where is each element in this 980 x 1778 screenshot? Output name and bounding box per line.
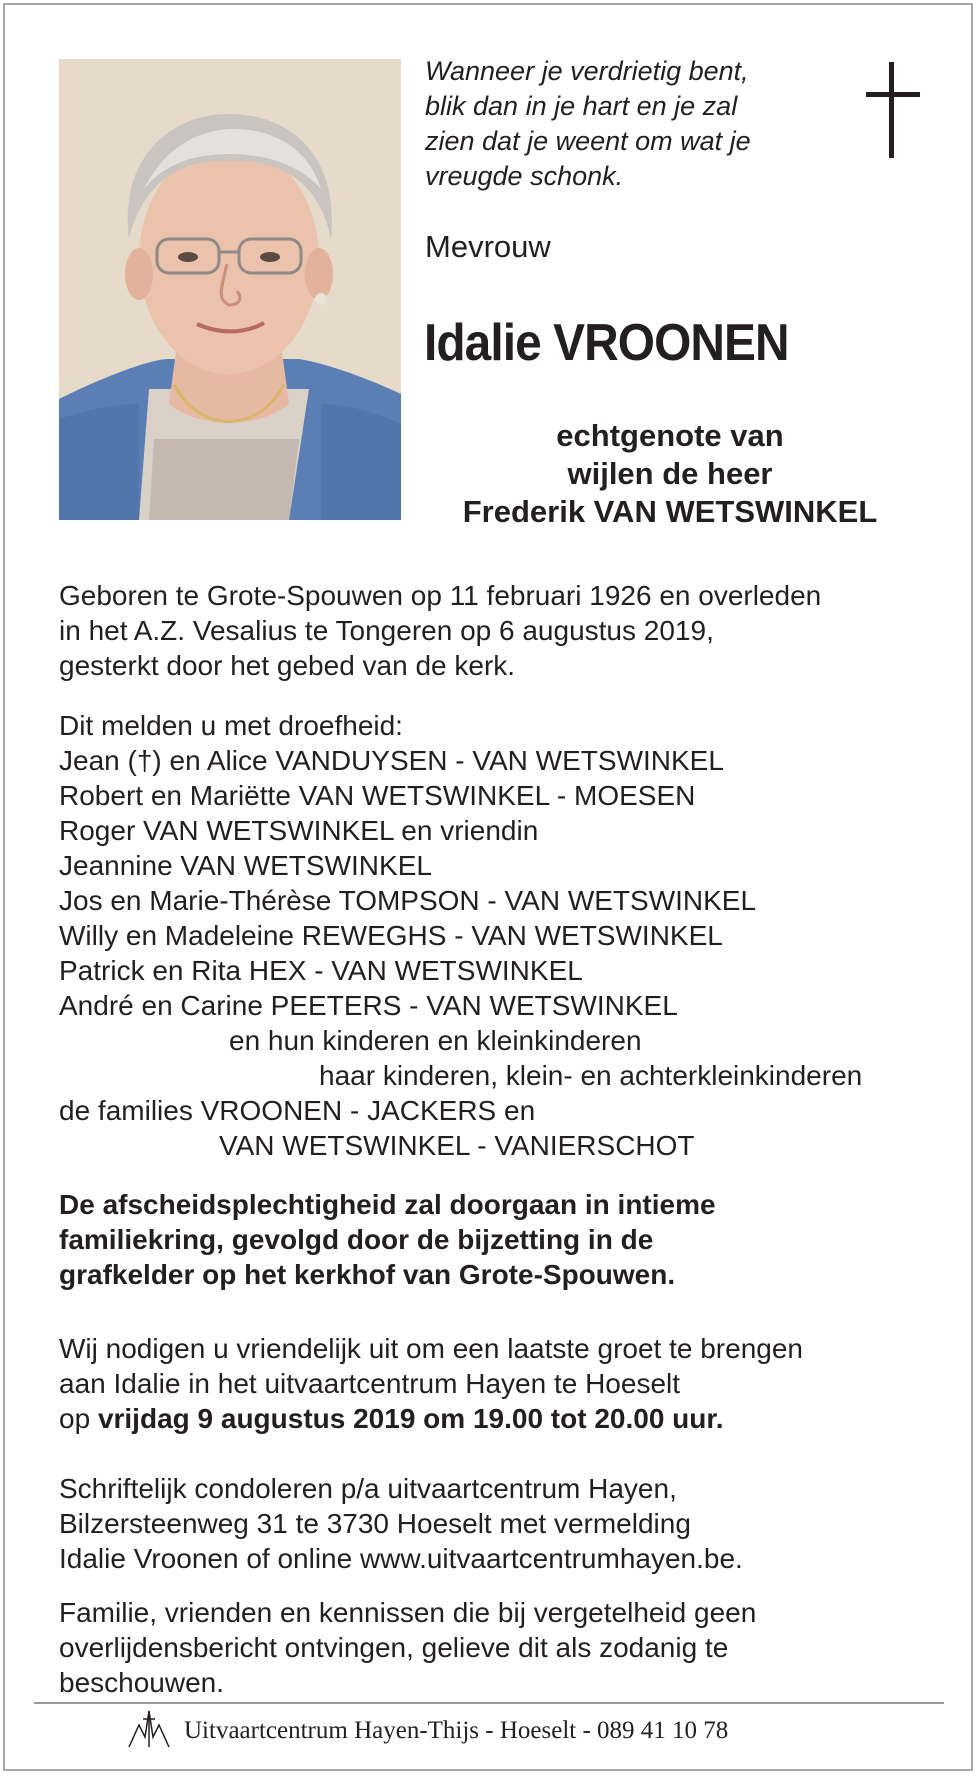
paragraph-line: grafkelder op het kerkhof van Grote-Spouwen.: [59, 1259, 676, 1290]
visitation-datetime: vrijdag 9 augustus 2019 om 19.00 tot 20.00 uur.: [97, 1403, 724, 1434]
paragraph-line: Wij nodigen u vriendelijk uit om een laatste groet te brengen: [59, 1333, 803, 1364]
family-line: Jos en Marie-Thérèse TOMPSON - VAN WETSWINKEL: [59, 885, 757, 916]
poem-line: vreugde schonk.: [425, 161, 624, 191]
paragraph-line: overlijdensbericht ontvingen, gelieve dit als zodanig te: [59, 1632, 729, 1663]
family-line: Jean (†) en Alice VANDUYSEN - VAN WETSWINKEL: [59, 745, 724, 776]
spouse-line: wijlen de heer: [567, 456, 773, 491]
footer-text: Uitvaartcentrum Hayen-Thijs - Hoeselt - 089 41 10 78: [184, 1717, 729, 1744]
spouse-block: [420, 417, 920, 531]
family-line: André en Carine PEETERS - VAN WETSWINKEL: [59, 990, 678, 1021]
family-line: Patrick en Rita HEX - VAN WETSWINKEL: [59, 955, 583, 986]
paragraph-line: Bilzersteenweg 31 te 3730 Hoeselt met vermelding: [59, 1508, 691, 1539]
paragraph-line: gesterkt door het gebed van de kerk.: [59, 650, 516, 681]
paragraph-line: beschouwen.: [59, 1667, 225, 1698]
family-grandchildren-line: haar kinderen, klein- en achterkleinkinderen: [319, 1060, 863, 1091]
invitation-prefix: op: [59, 1403, 98, 1434]
paragraph-line: in het A.Z. Vesalius te Tongeren op 6 augustus 2019,: [59, 615, 714, 646]
salutation: Mevrouw: [425, 229, 551, 264]
poem-line: Wanneer je verdrietig bent,: [425, 56, 749, 86]
family-children-line: en hun kinderen en kleinkinderen: [229, 1025, 642, 1056]
footer-divider: [34, 1702, 944, 1704]
family-line: Roger VAN WETSWINKEL en vriendin: [59, 815, 539, 846]
family-list: [59, 708, 939, 1163]
paragraph-line: [59, 1401, 939, 1436]
paragraph-line: Familie, vrienden en kennissen die bij vergetelheid geen: [59, 1597, 757, 1628]
paragraph-line: aan Idalie in het uitvaartcentrum Hayen te Hoeselt: [59, 1368, 681, 1399]
spouse-line: Frederik VAN WETSWINKEL: [462, 494, 878, 529]
family-line: Jeannine VAN WETSWINKEL: [59, 850, 432, 881]
spouse-line: echtgenote van: [556, 418, 784, 453]
paragraph-line: Schriftelijk condoleren p/a uitvaartcentrum Hayen,: [59, 1473, 677, 1504]
paragraph-line: familiekring, gevolgd door de bijzetting in de: [59, 1224, 654, 1255]
invitation-paragraph: [59, 1331, 939, 1436]
funeral-home-logo-icon: [125, 1707, 171, 1749]
ceremony-paragraph: [59, 1187, 939, 1292]
family-line: Willy en Madeleine REWEGHS - VAN WETSWINKEL: [59, 920, 723, 951]
paragraph-line: De afscheidsplechtigheid zal doorgaan in intieme: [59, 1189, 716, 1220]
condolence-paragraph: [59, 1471, 939, 1576]
birth-death-paragraph: [59, 578, 939, 683]
poem-line: blik dan in je hart en je zal: [425, 91, 738, 121]
paragraph-line: Geboren te Grote-Spouwen op 11 februari 1926 en overleden: [59, 580, 822, 611]
families-line: de families VROONEN - JACKERS en: [59, 1095, 536, 1126]
family-line: Robert en Mariëtte VAN WETSWINKEL - MOESEN: [59, 780, 696, 811]
latin-cross-icon: [862, 62, 924, 158]
poem-line: zien dat je weent om wat je: [425, 126, 751, 156]
deceased-name: Idalie VROONEN: [424, 314, 789, 372]
paragraph-line: Idalie Vroonen of online www.uitvaartcentrumhayen.be.: [59, 1543, 743, 1574]
poem: [425, 54, 825, 194]
closing-paragraph: [59, 1595, 939, 1700]
portrait-photo: [59, 59, 401, 520]
families-line: VAN WETSWINKEL - VANIERSCHOT: [219, 1130, 695, 1161]
family-intro: Dit melden u met droefheid:: [59, 710, 403, 741]
